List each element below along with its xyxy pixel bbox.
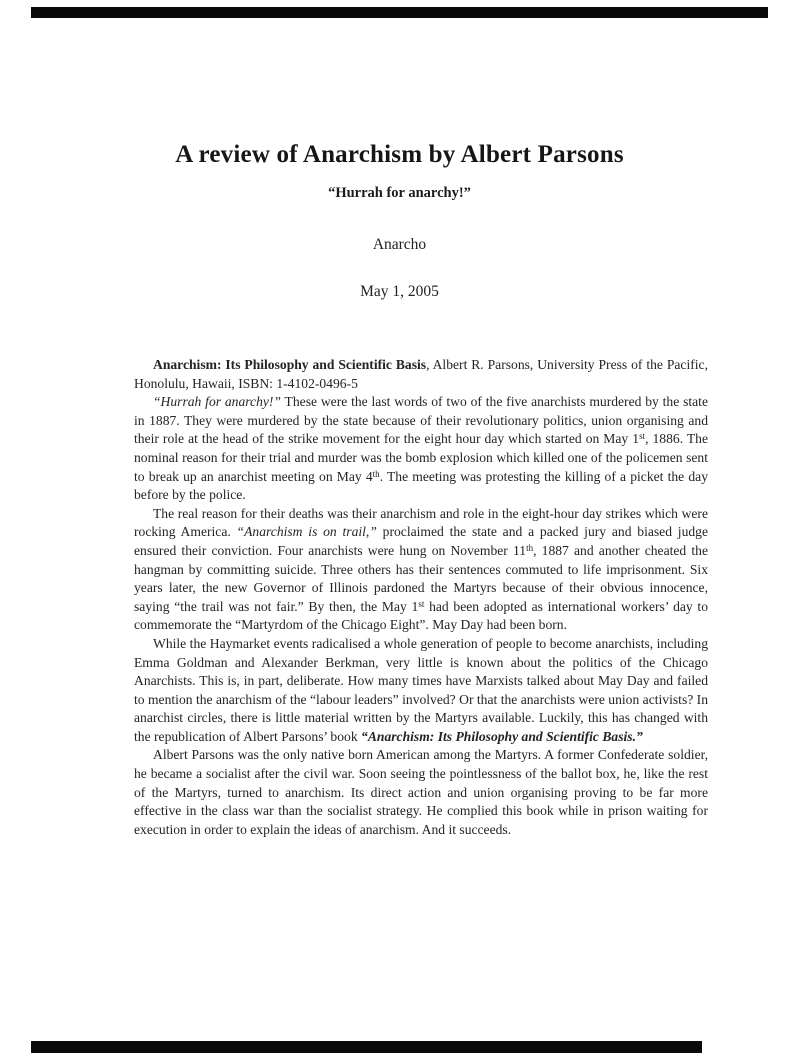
text-segment: While the Haymarket events radicalised a whole generation of people to become anarchists, including Emma Goldman and Alexander Berkman, very little is known about the politics of the Chicago Anarchists. This is, in part, deliberate. How many times have Marxists talked about May Day and failed to mention the anarchism of the “labour leaders” involved? Or that the anarchists were union activists? In anarchist circles, there is little material written by the Martyrs available. Luckily, this has changed with the republication of Albert Parsons’ book: [134, 635, 708, 744]
text-segment: had been adopted as international workers’ day to commemorate the “Martyrdom of the Chicago Eight”. May Day had been born.: [134, 598, 708, 633]
text-segment: , 1886. The nominal reason for their trial and murder was the bomb explosion which killed one of the policemen sent to break up an anarchist meeting on May 4: [134, 431, 709, 484]
text-segment: “Anarchism is on trail,”: [236, 524, 377, 540]
text-segment: “Anarchism: Its Philosophy and Scientific Basis.”: [361, 728, 643, 744]
body-paragraph: [134, 746, 708, 839]
text-segment: , 1887 and another cheated the hangman by committing suicide. Three others has their sentences commuted to life imprisonment. Six years later, the new Governor of Illinois pardoned the Martyrs because of their obvious innocence, saying “the trail was not fair.” By then, the May 1: [134, 542, 708, 614]
scan-artifact-top-bar: [31, 7, 768, 18]
author-name: Anarcho: [372, 236, 427, 253]
text-segment: th: [372, 468, 380, 479]
body-paragraph: [134, 393, 708, 505]
text-segment: . The meeting was protesting the killing of a picket the day before by the police.: [134, 468, 708, 503]
text-segment: th: [526, 542, 534, 553]
text-segment: Anarchism: Its Philosophy and Scientific Basis: [153, 357, 427, 372]
text-segment: These were the last words of two of the five anarchists murdered by the state in 1887. They were murdered by the state because of their revolutionary politics, union organising and their role at the head of the strike movement for the eight hour day which started on May 1: [134, 394, 708, 447]
body-paragraph: [134, 635, 708, 747]
page-subtitle: “Hurrah for anarchy!”: [328, 185, 471, 201]
text-segment: st: [639, 431, 646, 442]
article-body: [134, 356, 708, 839]
body-paragraph: [134, 505, 708, 635]
scan-artifact-bottom-bar: [31, 1041, 702, 1053]
text-segment: , Albert R. Parsons, University Press of the Pacific, Honolulu, Hawaii, ISBN: 1-4102-0496-5: [134, 357, 708, 391]
publication-date: May 1, 2005: [360, 283, 439, 300]
body-paragraph: [134, 356, 708, 393]
text-segment: Albert Parsons was the only native born American among the Martyrs. A former Confederate soldier, he became a socialist after the civil war. Soon seeing the pointlessness of the ballot box, he, like the rest of the Martyrs, turned to anarchism. Its direct action and union organising proving to be far more effective in the class war than the socialist strategy. He complied this book while in prison waiting for execution in order to explain the ideas of anarchism. And it succeeds.: [134, 747, 708, 837]
text-segment: “Hurrah for anarchy!”: [153, 394, 281, 410]
text-segment: st: [418, 598, 425, 609]
page-title: A review of Anarchism by Albert Parsons: [175, 141, 624, 168]
text-segment: proclaimed the state and a packed jury and biased judge ensured their conviction. Four anarchists were hung on November 11: [134, 524, 708, 558]
text-segment: The real reason for their deaths was their anarchism and role in the eight-hour day strikes which were rocking America.: [134, 505, 708, 540]
